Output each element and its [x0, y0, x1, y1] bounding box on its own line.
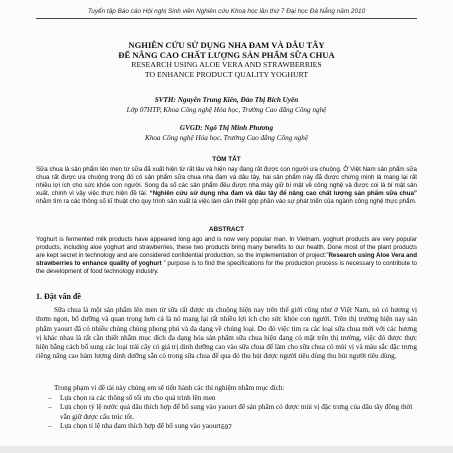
running-header: Tuyển tập Báo cáo Hội nghị Sinh viên Nghiên cứu Khoa học lần thứ 7 Đại học Đà Nẵng năm 2010: [87, 8, 366, 15]
list-dash: –: [48, 421, 52, 430]
abstract-text-part2: ” purpose is to find the specifications for the production process is necessary to contribute to the development of food technology industry.: [36, 259, 417, 275]
list-dash: –: [48, 394, 52, 402]
student-authors: SVTH: Nguyễn Trung Kiên, Đào Thị Bích Uyên: [154, 96, 299, 104]
list-item-text: Lựa chọn tỷ lệ nước quả dâu thích hợp để bổ sung vào yaourt để sản phẩm có được mùi vị đặc trưng của dâu tây đồng thời vẫn giữ được cấu trúc tốt.: [60, 403, 413, 421]
tomtat-heading: TÓM TẮT: [212, 156, 241, 163]
list-item-text: Lựa chọn ra các thông số tối ưu cho quá trình lên men: [60, 394, 216, 402]
tomtat-text: [36, 166, 417, 206]
title-en-line1: RESEARCH USING ALOE VERA AND STRAWBERRIES: [131, 60, 322, 69]
list-item: [48, 394, 417, 403]
title-en-line2: TO ENHANCE PRODUCT QUALITY YOGHURT: [144, 70, 309, 79]
supervisor-affiliation: Khoa Công nghệ Hóa học, Trường Cao đẳng Công nghệ: [144, 134, 309, 142]
list-dash: –: [48, 403, 52, 412]
tomtat-text-part2: nhằm tìm ra các thông số kĩ thuật cho quy trình sản xuất là việc làm cần thiết góp phần vào sự phát triển của ngành công nghệ thực phẩm.: [36, 197, 417, 205]
header-rule: [36, 18, 417, 19]
section-paragraph-2: Trong phạm vi đề tài này chúng em sẽ tiến hành các thí nghiệm nhằm mục đích:: [54, 384, 285, 392]
abstract-text-part1: Yoghurt is fermented milk products have appeared long ago and is now very popular man. In Vietnam, yoghurt products are very popular products, including aloe yoghurt and strawberries, these two products bring many benefits to our health. Done most of the plant products are kept secret in technology and are considered confidential production, so the implementation of project:”: [36, 236, 417, 259]
list-item: [48, 403, 417, 422]
title-vi-line2: ĐỂ NÂNG CAO CHẤT LƯỢNG SẢN PHẨM SỮA CHUA: [118, 50, 335, 60]
section-heading: 1. Đặt vấn đề: [36, 292, 81, 301]
section-paragraph-1: Sữa chua là một sản phẩm lên men từ sữa rất được ưa chuộng hiện nay trên thế giới cũng như ở Việt Nam, nó có hương vị thơm ngon, bổ dưỡng và quan trọng hơn cả là nó mang lại rất nhiều lợi ích cho sức khỏe con người. Trên thị trường hiện nay sản phẩm yaourt đã có nhiều chủng chủng phong phú và đa dạng về chủng loại. Do đó việc tìm ra các loại sữa chua mới với các hương vị khác nhau là rất cần thiết nhằm mục đích đa dạng hóa sản phẩm sữa chua hiện đang có mặt trên thị trường, việc đó được thực hiện bằng cách bổ sung các loại trái cây có giá trị dinh dưỡng cao vào sữa chua để làm cho sữa chua có mùi vị và màu sắc đặc trưng riêng nâng cao hàm lượng dinh dưỡng sẵn có trong sữa chua để qua đó thu hút được người tiêu dùng thu hút người tiêu dùng.: [36, 306, 417, 361]
abstract-heading: ABSTRACT: [208, 226, 245, 233]
student-affiliation: Lớp 07HTP, Khoa Công nghệ Hóa học, Trường Cao đẳng Công nghệ: [126, 106, 327, 114]
supervisor: GVGD: Ngô Thị Minh Phương: [179, 124, 274, 132]
tomtat-project-title: “Nghiên cứu sử dụng nha đam và dâu tây để nâng cao chất lượng sản phẩm sữa chua”: [149, 189, 417, 197]
abstract-project-title: Research using Aloe Vera and strawberries to enhance quality of yoghurt: [36, 251, 417, 267]
page-bottom-edge: [0, 446, 453, 453]
tomtat-text-part1: Sữa chua là sản phẩm lên men từ sữa đã xuất hiện từ rất lâu và hiện nay đang rất được con người ưa chuộng. Ở Việt Nam sản phẩm sữa chua rất được ưa chuộng trong đó có sản phẩm sữa chua nha đam và dâu tây, hai sản phẩm này đã được chứng minh là mang lại rất nhiều lợi ích cho sức khỏe con người. Song đa số các sản phẩm đều được nhà máy giữ bí mật về công nghệ và được coi là bí mật sản xuất, chính vì vậy việc thực hiện đề tài:: [36, 166, 417, 197]
list-item-text: Lựa chọn tỉ lệ nha đam thích hợp để bổ sung vào yaourt.: [60, 421, 223, 430]
page-number: 597: [221, 424, 232, 431]
abstract-text: [36, 236, 417, 276]
title-vi-line1: NGHIÊN CỨU SỬ DỤNG NHA ĐAM VÀ DÂU TÂY: [128, 40, 325, 50]
